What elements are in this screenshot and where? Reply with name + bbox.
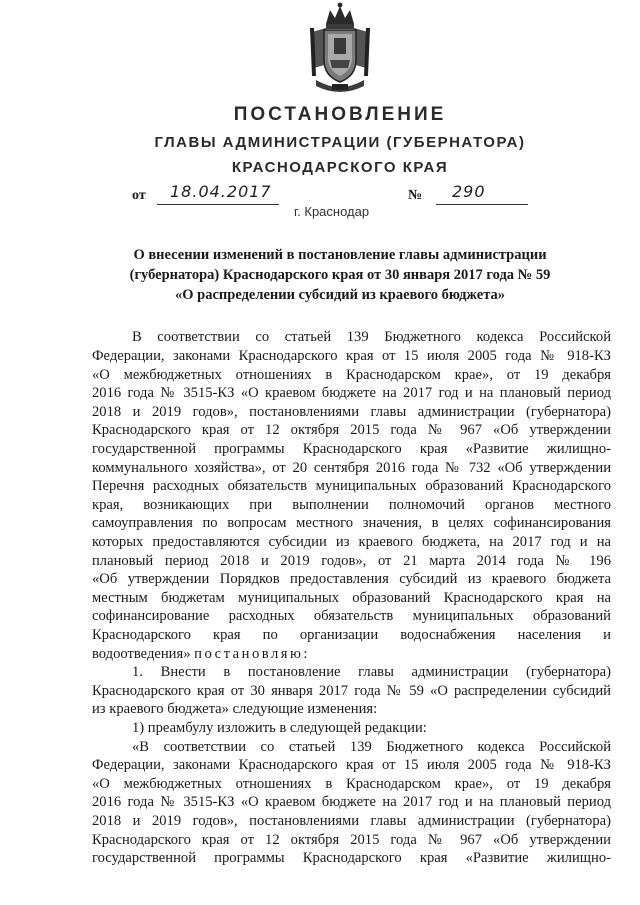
clause-line: Краснодарского края от 30 января 2017 года № 59 «О распределении субсидий	[92, 683, 611, 699]
clause-line: 1. Внести в постановление главы администрации (губернатора)	[132, 664, 611, 680]
body-line: государственной программы Краснодарского края «Развитие жилищно-	[92, 441, 611, 457]
handwritten-number: 290	[452, 182, 486, 201]
city-name: г. Краснодар	[294, 204, 370, 219]
body-line: плановый период 2018 и 2019 годов», от 21 марта 2014 года № 196	[92, 553, 611, 569]
document-title-line2: (губернатора) Краснодарского края от 30 января 2017 года № 59	[129, 267, 551, 283]
body-line: 2018 и 2019 годов», постановлениями главы администрации (губернатора)	[92, 404, 611, 420]
quoted-line: Федерации, законами Краснодарского края от 15 июля 2005 года № 918-КЗ	[92, 757, 611, 773]
body-line: 2016 года № 3515-КЗ «О краевом бюджете на 2017 год и на плановый период	[92, 385, 611, 401]
quoted-line: Краснодарского края от 12 октября 2015 года № 967 «Об утверждении	[92, 832, 611, 848]
clause-line: из краевого бюджета» следующие изменения:	[92, 701, 378, 717]
body-line: Федерации, законами Краснодарского края от 15 июля 2005 года № 918-КЗ	[92, 348, 611, 364]
body-line: края, возникающих при выполнении полномочий органов местного	[92, 497, 611, 513]
body-line: которых предоставляются субсидии из краевого бюджета, на 2017 год и на	[92, 534, 611, 550]
issuer-heading-line1: ГЛАВЫ АДМИНИСТРАЦИИ (ГУБЕРНАТОРА)	[154, 134, 526, 151]
body-line: «О межбюджетных отношениях в Краснодарском крае», от 19 декабря	[92, 367, 611, 383]
coat-of-arms-icon	[306, 2, 374, 98]
body-line: водоотведения»	[92, 646, 191, 662]
quoted-line: государственной программы Краснодарского края «Развитие жилищно-	[92, 850, 611, 866]
resolve-word: постановляю:	[194, 646, 310, 662]
date-label: от	[132, 188, 146, 203]
handwritten-date: 18.04.2017	[170, 182, 272, 201]
body-line: Краснодарского края по организации водоснабжения населения и	[92, 627, 611, 643]
quoted-line: 2016 года № 3515-КЗ «О краевом бюджете на 2017 год и на плановый период	[92, 794, 611, 810]
number-label: №	[408, 188, 423, 203]
body-line-resolution	[92, 645, 611, 664]
issuer-heading-line2: КРАСНОДАРСКОГО КРАЯ	[231, 159, 449, 176]
document-title-line1: О внесении изменений в постановление главы администрации	[133, 247, 547, 263]
body-line: В соответствии со статьей 139 Бюджетного кодекса Российской	[132, 329, 611, 345]
clause-line: 1) преамбулу изложить в следующей редакции:	[132, 720, 427, 736]
quoted-line: «О межбюджетных отношениях в Краснодарском крае», от 19 декабря	[92, 776, 611, 792]
document-title-line3: «О распределении субсидий из краевого бюджета»	[175, 287, 505, 303]
document-type-heading: ПОСТАНОВЛЕНИЕ	[233, 104, 447, 125]
quoted-line: «В соответствии со статьей 139 Бюджетного кодекса Российской	[132, 739, 611, 755]
body-line: самоуправления по вопросам местного значения, в целях софинансирования	[92, 515, 611, 531]
body-line: «Об утверждении Порядков предоставления субсидий из краевого бюджета	[92, 571, 611, 587]
body-line: коммунального хозяйства», от 20 сентября 2016 года № 732 «Об утверждении	[92, 460, 611, 476]
body-line: Перечня расходных обязательств муниципальных образований Краснодарского	[92, 478, 611, 494]
number-underline	[436, 204, 528, 205]
body-line: местным бюджетам муниципальных образований Краснодарского края на	[92, 590, 611, 606]
body-line: Краснодарского края от 12 октября 2015 года № 967 «Об утверждении	[92, 422, 611, 438]
body-line: софинансирование расходных обязательств муниципальных образований	[92, 608, 611, 624]
date-underline	[157, 204, 279, 205]
quoted-line: 2018 и 2019 годов», постановлениями главы администрации (губернатора)	[92, 813, 611, 829]
